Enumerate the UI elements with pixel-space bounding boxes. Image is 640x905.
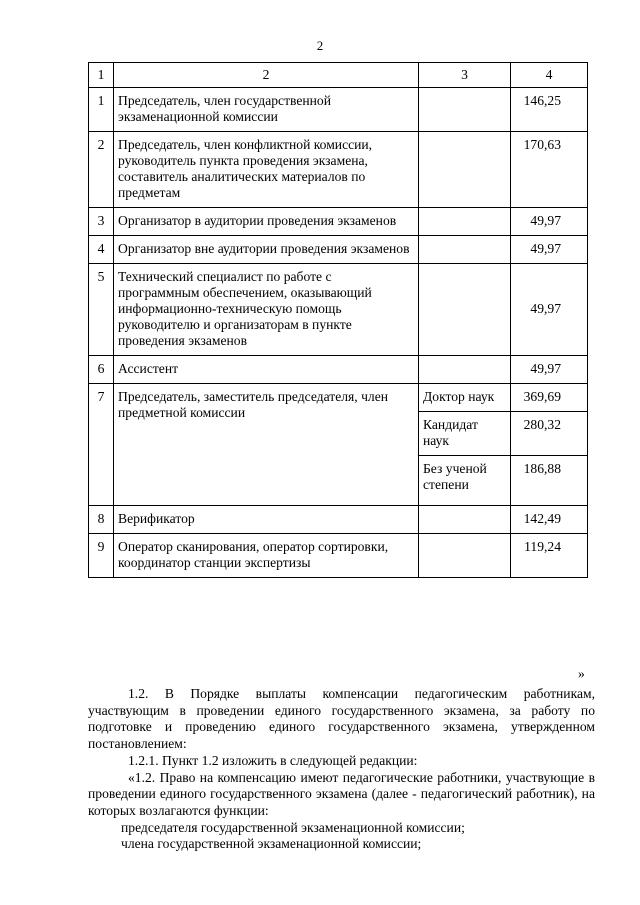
row-degree — [419, 208, 511, 236]
row-degree — [419, 356, 511, 384]
table-row — [89, 88, 588, 132]
table-row — [89, 506, 588, 534]
row-degree: Доктор наук — [419, 384, 511, 412]
row-degree: Кандидат наук — [419, 412, 511, 456]
row-number: 2 — [89, 132, 114, 208]
row-number: 6 — [89, 356, 114, 384]
row-degree — [419, 506, 511, 534]
row-degree — [419, 264, 511, 356]
row-number: 3 — [89, 208, 114, 236]
page-number: 2 — [316, 38, 324, 53]
row-number: 9 — [89, 534, 114, 578]
row-amount: 49,97 — [511, 208, 588, 236]
header-cell: 2 — [114, 63, 419, 88]
row-amount: 280,32 — [511, 412, 588, 456]
row-degree — [419, 88, 511, 132]
row-position: Председатель, член государственной экзаменационной комиссии — [114, 88, 419, 132]
function-item: председателя государственной экзаменационной комиссии; — [121, 819, 465, 835]
row-amount: 49,97 — [511, 236, 588, 264]
row-number: 7 — [89, 384, 114, 506]
row-amount: 146,25 — [511, 88, 588, 132]
row-amount: 49,97 — [511, 356, 588, 384]
table-row — [89, 208, 588, 236]
table-header-row — [89, 63, 588, 88]
row-amount: 186,88 — [511, 456, 588, 506]
function-item: члена государственной экзаменационной комиссии; — [121, 836, 422, 852]
row-position: Технический специалист по работе с программным обеспечением, оказывающий информационно-техническую помощь руководителю и организаторам в пункте проведения экзаменов — [114, 264, 419, 356]
row-degree — [419, 132, 511, 208]
table-row — [89, 264, 588, 356]
compensation-table — [88, 62, 588, 578]
document-body — [88, 686, 595, 853]
row-position: Верификатор — [114, 506, 419, 534]
closing-quote: » — [578, 666, 585, 681]
header-cell: 1 — [89, 63, 114, 88]
paragraph-1-2: 1.2. В Порядке выплаты компенсации педагогическим работникам, участвующим в проведении единого государственного экзамена, за работу по подготовке и проведению единого государственного экзамена, утвержденном постановлением: — [88, 686, 595, 752]
paragraph-quoted-1-2: «1.2. Право на компенсацию имеют педагогические работники, участвующие в проведении единого государственного экзамена (далее - педагогический работник), на которых возлагаются функции: — [88, 769, 595, 818]
row-degree — [419, 236, 511, 264]
row-position: Председатель, заместитель председателя, член предметной комиссии — [114, 384, 419, 506]
row-amount: 170,63 — [511, 132, 588, 208]
header-cell: 3 — [419, 63, 511, 88]
row-amount: 142,49 — [511, 506, 588, 534]
table-row — [89, 534, 588, 578]
row-position: Оператор сканирования, оператор сортировки, координатор станции экспертизы — [114, 534, 419, 578]
row-position: Организатор в аудитории проведения экзаменов — [114, 208, 419, 236]
table-row — [89, 384, 588, 412]
row-number: 4 — [89, 236, 114, 264]
table-row — [89, 236, 588, 264]
header-cell: 4 — [511, 63, 588, 88]
row-number: 1 — [89, 88, 114, 132]
row-amount: 119,24 — [511, 534, 588, 578]
row-position: Ассистент — [114, 356, 419, 384]
row-position: Организатор вне аудитории проведения экзаменов — [114, 236, 419, 264]
row-degree: Без ученой степени — [419, 456, 511, 506]
table-row — [89, 132, 588, 208]
table-row — [89, 356, 588, 384]
row-number: 8 — [89, 506, 114, 534]
row-amount: 49,97 — [511, 264, 588, 356]
paragraph-1-2-1: 1.2.1. Пункт 1.2 изложить в следующей редакции: — [128, 752, 418, 768]
row-position: Председатель, член конфликтной комиссии, руководитель пункта проведения экзамена, составитель аналитических материалов по предметам — [114, 132, 419, 208]
row-amount: 369,69 — [511, 384, 588, 412]
row-number: 5 — [89, 264, 114, 356]
row-degree — [419, 534, 511, 578]
